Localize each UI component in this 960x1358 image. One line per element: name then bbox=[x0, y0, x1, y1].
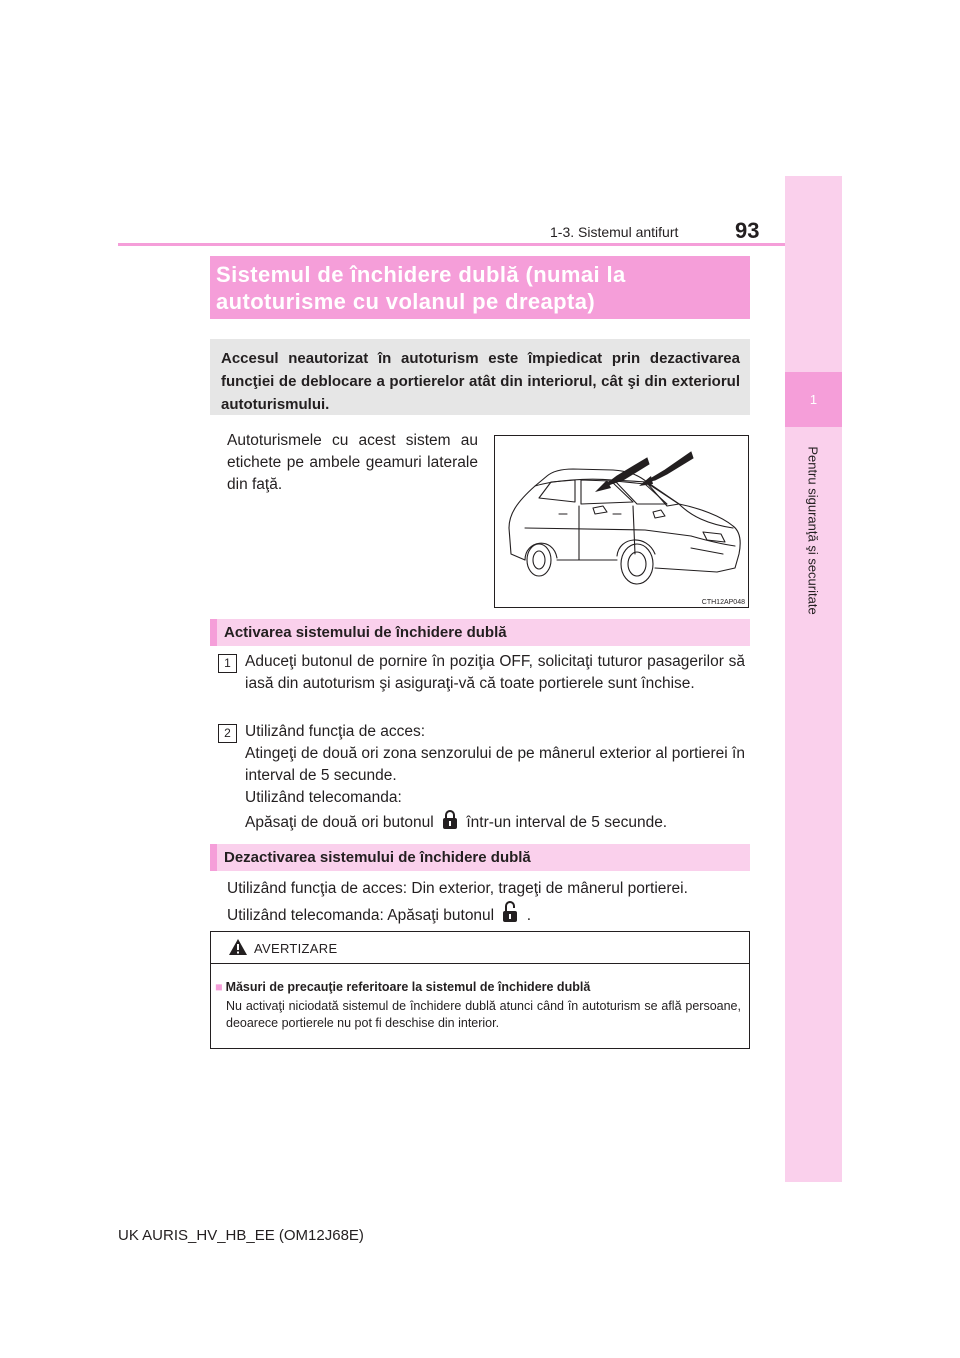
chapter-number: 1 bbox=[809, 392, 818, 407]
step-2-line4-before: Apăsaţi de două ori butonul bbox=[245, 814, 434, 831]
section-breadcrumb: 1-3. Sistemul antifurt bbox=[550, 224, 679, 240]
activate-header: Activarea sistemului de închidere dublă bbox=[210, 619, 750, 646]
page-number: 93 bbox=[735, 218, 760, 243]
chapter-title: Pentru siguranţă şi securitate bbox=[805, 446, 821, 615]
warning-title bbox=[215, 980, 590, 994]
chapter-side-tab bbox=[785, 176, 842, 1182]
section-title bbox=[210, 256, 750, 319]
warning-triangle-icon bbox=[228, 938, 248, 956]
step-2-line4-after: într-un interval de 5 secunde. bbox=[466, 814, 668, 831]
lock-icon bbox=[440, 809, 460, 831]
step-2-line3: Utilizând telecomanda: bbox=[245, 789, 402, 806]
deactivate-line2-before: Utilizând telecomanda: Apăsaţi butonul bbox=[227, 907, 495, 924]
section-title-line2: autoturisme cu volanul pe dreapta) bbox=[216, 289, 596, 314]
car-drawing bbox=[495, 436, 748, 607]
step-2-number: 2 bbox=[218, 724, 237, 743]
warning-box bbox=[210, 931, 750, 1049]
car-illustration bbox=[494, 435, 749, 608]
deactivate-text bbox=[227, 878, 737, 927]
intro-summary: Accesul neautorizat în autoturism este împiedicat prin dezactivarea funcţiei de deblocare a portierelor atât din interiorul, cât şi din exteriorul autoturismului. bbox=[210, 339, 750, 415]
section-title-line1: Sistemul de închidere dublă (numai la bbox=[216, 262, 626, 287]
warning-bullet: ■ bbox=[215, 980, 223, 994]
header-divider bbox=[118, 243, 785, 246]
deactivate-line1: Utilizând funcţia de acces: Din exterior, trageţi de mânerul portierei. bbox=[227, 880, 688, 897]
vehicles-note: Autoturismele cu acest sistem au etichete pe ambele geamuri laterale din faţă. bbox=[227, 432, 478, 493]
warning-title-text: Măsuri de precauţie referitoare la sistemul de închidere dublă bbox=[225, 980, 591, 994]
step-1-text: Aduceţi butonul de pornire în poziţia OFF, solicitaţi tuturor pasagerilor să iasă din autoturism şi asiguraţi-vă că toate portierele sunt închise. bbox=[245, 653, 745, 692]
deactivate-line2 bbox=[227, 900, 737, 927]
step-2-line4 bbox=[245, 809, 745, 834]
figure-label: CTH12AP048 bbox=[701, 599, 745, 606]
warning-body: Nu activaţi niciodată sistemul de închidere dublă atunci când în autoturism se află persoane, deoarece portierele nu pot fi deschise din interior. bbox=[226, 999, 741, 1030]
deactivate-header: Dezactivarea sistemului de închidere dublă bbox=[210, 844, 750, 871]
unlock-icon bbox=[500, 900, 520, 924]
footer-model: UK AURIS_HV_HB_EE (OM12J68E) bbox=[118, 1227, 364, 1244]
step-2-text bbox=[245, 721, 745, 834]
step-2-line2: Atingeţi de două ori zona senzorului de pe mânerul exterior al portierei în interval de 5 secunde. bbox=[245, 745, 745, 784]
deactivate-line2-after: . bbox=[526, 907, 532, 924]
warning-label: AVERTIZARE bbox=[254, 941, 338, 956]
warning-header bbox=[211, 932, 749, 964]
step-1-number: 1 bbox=[218, 654, 237, 673]
step-2-line1: Utilizând funcţia de acces: bbox=[245, 723, 426, 740]
